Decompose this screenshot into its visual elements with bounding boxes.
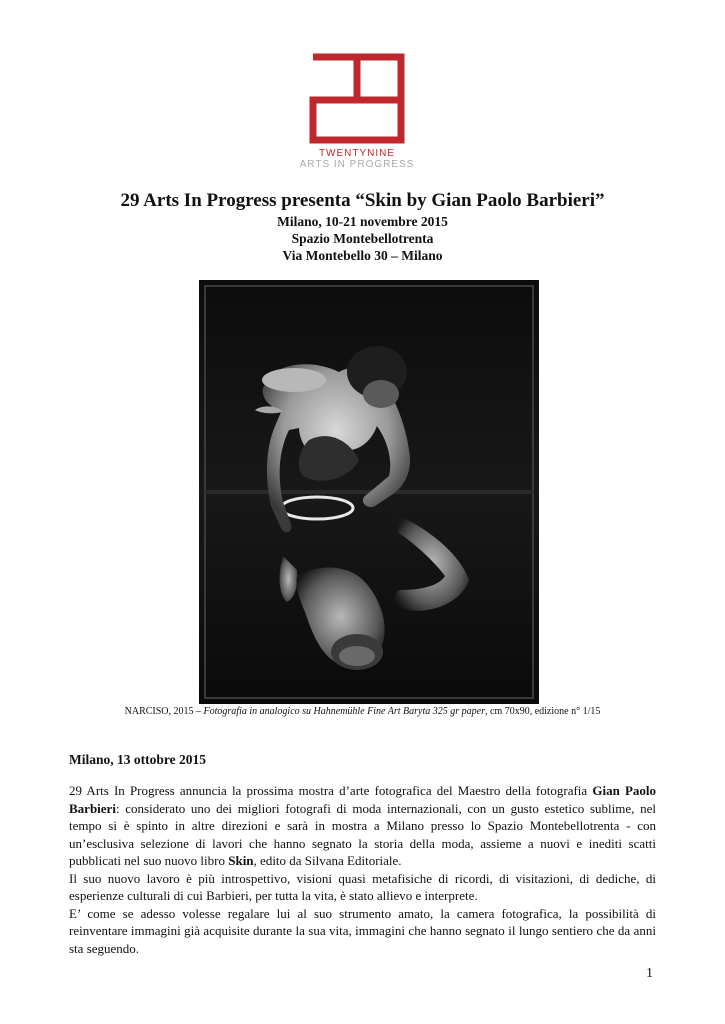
body-paragraph-2: Il suo nuovo lavoro è più introspettivo, visioni quasi metafisiche di ricordi, di visitazioni, di dediche, di esperienze culturali di cui Barbieri, per tutta la vita, è stato allievo e interprete. [69, 870, 656, 903]
book-title: Skin [228, 853, 254, 868]
caption-technique: Fotografia in analogico su Hahnemühle Fine Art Baryta 325 gr paper [203, 706, 485, 717]
press-release-date: Milano, 13 ottobre 2015 [69, 752, 206, 767]
logo-brand-line1: TWENTYNINE [318, 148, 396, 159]
twentynine-logo [286, 50, 428, 172]
body-text-span: : considerato uno dei migliori fotografi di moda internazionali, con un gusto estetico sublime, nel tempo si è spinto in altre direzioni e sarà in mostra a Milano presso lo Spazio Montebellotrenta - con un’esclusiva selezione di lavori che hanno segnato la storia della moda, assieme a nuovi e inediti scatti pubblicati nel suo nuovo libro [69, 800, 656, 868]
exhibition-address: Via Montebello 30 – Milano [282, 248, 443, 263]
exhibition-dates: Milano, 10-21 novembre 2015 [277, 214, 448, 229]
body-text-span: 29 Arts In Progress annuncia la prossima mostra d’arte fotografica del Maestro della fotografia [69, 783, 593, 798]
body-text-span: , edito da Silvana Editoriale. [253, 853, 402, 868]
page-number: 1 [646, 966, 653, 981]
narciso-photograph [199, 280, 539, 704]
body-paragraph-1 [69, 782, 656, 870]
page-title: 29 Arts In Progress presenta “Skin by Gian Paolo Barbieri” [120, 190, 605, 211]
press-release-body [69, 782, 656, 957]
body-paragraph-3: E’ come se adesso volesse regalare lui al suo strumento amato, la camera fotografica, la possibilità di reinventare immagini già acquisite durante la sua vita, immagini che hanno segnato il lungo sentiero che da anni sta seguendo. [69, 905, 656, 956]
caption-title: NARCISO, 2015 – [124, 706, 204, 717]
exhibition-venue: Spazio Montebellotrenta [291, 231, 434, 246]
caption-details: , cm 70x90, edizione n° 1/15 [485, 706, 601, 717]
logo-brand-line2: ARTS IN PROGRESS [299, 159, 415, 170]
artist-name: Gian Paolo Barbieri [69, 783, 657, 816]
photo-caption [0, 706, 725, 717]
twentynine-mark-icon [313, 57, 401, 140]
